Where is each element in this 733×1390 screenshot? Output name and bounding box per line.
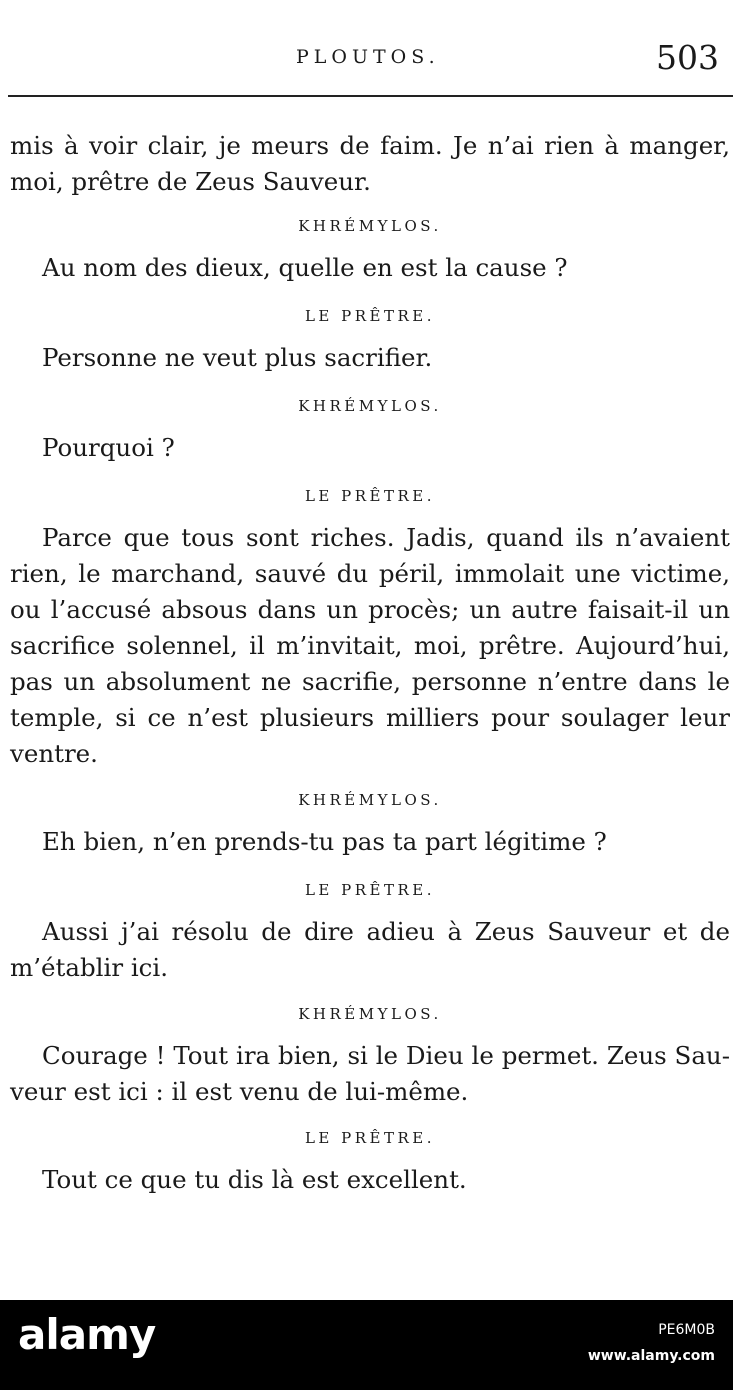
text-line: Aussi j’ai résolu de dire adieu à Zeus Sauveur et de [42, 917, 730, 946]
text-line: m’établir ici. [10, 953, 169, 982]
watermark-bar [0, 1300, 733, 1390]
dialogue-text [10, 340, 730, 376]
speaker-label: LE PRÊTRE. [304, 1129, 436, 1147]
speaker-label: LE PRÊTRE. [304, 487, 436, 505]
text-line: ou l’accusé absous dans un procès; un autre faisait-il un [10, 595, 730, 624]
text-line: pas un absolument ne sacrifie, personne n’entre dans le [10, 667, 730, 696]
text-line: Au nom des dieux, quelle en est la cause ? [42, 253, 568, 282]
dialogue-text [10, 914, 730, 986]
text-line: veur est ici : il est venu de lui-même. [10, 1077, 469, 1106]
dialogue-text [10, 430, 730, 466]
speaker-label: KHRÉMYLOS. [298, 217, 442, 235]
dialogue-text [10, 1162, 730, 1198]
speaker-label: KHRÉMYLOS. [298, 791, 442, 809]
speaker-label: KHRÉMYLOS. [298, 1005, 442, 1023]
dialogue-text [10, 128, 730, 200]
text-line: moi, prêtre de Zeus Sauveur. [10, 167, 371, 196]
text-line: rien, le marchand, sauvé du péril, immolait une victime, [10, 559, 730, 588]
text-line: Pourquoi ? [42, 433, 175, 462]
dialogue-text [10, 520, 730, 772]
dialogue-text [10, 1038, 730, 1110]
text-line: ventre. [10, 739, 98, 768]
image-id: PE6M0B [658, 1322, 715, 1338]
text-line: Courage ! Tout ira bien, si le Dieu le permet. Zeus Sau- [42, 1041, 730, 1070]
text-line: Tout ce que tu dis là est excellent. [42, 1165, 467, 1194]
header-rule [8, 95, 733, 97]
text-line: mis à voir clair, je meurs de faim. Je n’ai rien à manger, [10, 131, 730, 160]
text-line: temple, si ce n’est plusieurs milliers pour soulager leur [10, 703, 730, 732]
speaker-label: LE PRÊTRE. [304, 307, 436, 325]
site-url: www.alamy.com [587, 1348, 715, 1364]
dialogue-text [10, 250, 730, 286]
dialogue-text [10, 824, 730, 860]
text-line: Personne ne veut plus sacrifier. [42, 343, 433, 372]
dialogue-body [10, 128, 730, 1198]
text-line: Parce que tous sont riches. Jadis, quand ils n’avaient [42, 523, 730, 552]
alamy-logo: alamy [18, 1310, 156, 1359]
page-number: 503 [656, 38, 719, 77]
text-line: Eh bien, n’en prends-tu pas ta part légitime ? [42, 827, 607, 856]
running-title: PLOUTOS. [296, 46, 440, 68]
speaker-label: LE PRÊTRE. [304, 881, 436, 899]
running-head [0, 38, 733, 84]
speaker-label: KHRÉMYLOS. [298, 397, 442, 415]
text-line: sacrifice solennel, il m’invitait, moi, prêtre. Aujourd’hui, [10, 631, 730, 660]
